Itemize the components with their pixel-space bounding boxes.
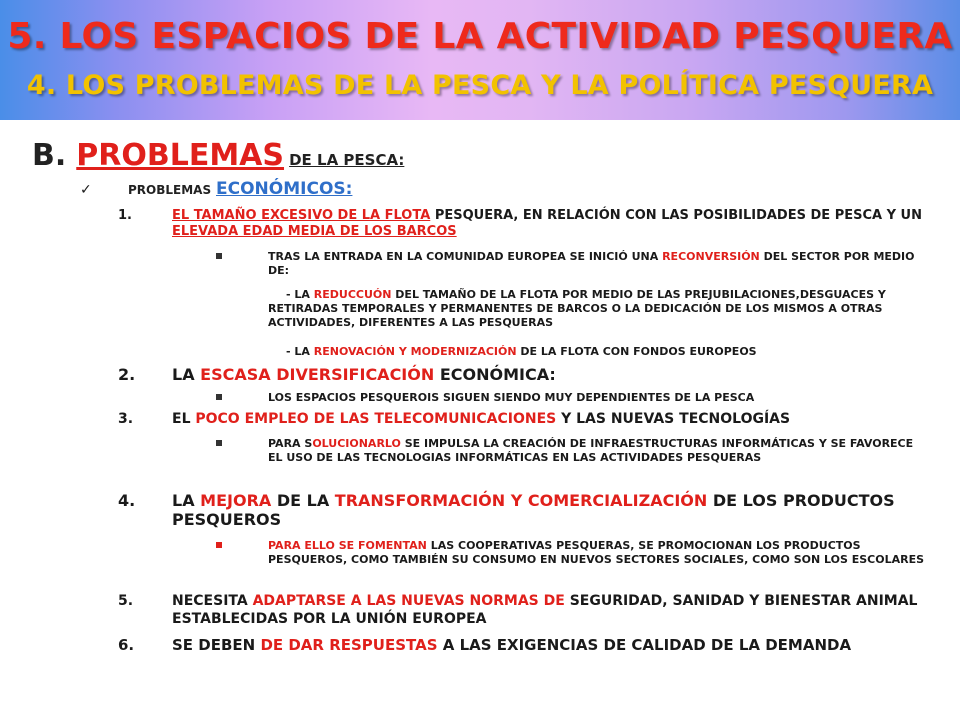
body-text: SE IMPULSA LA CREACIÓN DE INFRAESTRUCTURAS INFORMÁTICAS Y SE FAVORECE EL USO DE LAS TECNOLOGIAS INFORMÁTICAS EN LAS ACTIVIDADES PESQUERAS (268, 437, 914, 464)
body-text: LAS COOPERATIVAS PESQUERAS, SE PROMOCIONAN LOS PRODUCTOS PESQUEROS, COMO TAMBIÉN SU CONSUMO EN NUEVOS SECTORES SOCIALES, COMO SON LOS ESCOLARES (268, 539, 925, 566)
sub-item-text (268, 288, 928, 330)
slide-subtitle: 4. LOS PROBLEMAS DE LA PESCA Y LA POLÍTICA PESQUERA (26, 70, 934, 101)
highlight-text: MEJORA (200, 491, 272, 510)
item-text (172, 636, 932, 654)
body-text: PESQUERA, EN RELACIÓN CON LAS POSIBILIDADES DE PESCA Y UN (434, 208, 922, 223)
checkmark-icon: ✓ (80, 182, 92, 198)
body-text: - LA (286, 288, 310, 301)
section-keyword: PROBLEMAS (76, 138, 285, 173)
body-text: ECONÓMICA: (439, 365, 556, 384)
item-number: 2. (118, 365, 136, 384)
body-text: EL (172, 411, 191, 427)
body-text: SEGURIDAD, SANIDAD Y BIENESTAR ANIMAL ESTABLECIDAS POR LA UNIÓN EUROPEA (172, 593, 918, 627)
bullet-icon (216, 394, 222, 400)
highlight-text: OLUCIONARLO (312, 437, 401, 450)
bullet-text (268, 539, 928, 567)
highlight-text: TRANSFORMACIÓN Y COMERCIALIZACIÓN (334, 491, 708, 510)
highlight-text: REDUCCUÓN (313, 288, 392, 301)
item-text (172, 411, 932, 428)
item-text (172, 592, 932, 628)
body-text: DEL SECTOR POR MEDIO DE: (268, 250, 915, 277)
body-text: Y LAS NUEVAS TECNOLOGÍAS (561, 411, 791, 427)
body-text: DE LOS PRODUCTOS PESQUEROS (172, 491, 895, 529)
body-text: DE LA (276, 491, 330, 510)
body-text: LA (172, 365, 195, 384)
highlight-text: RECONVERSIÓN (662, 250, 760, 263)
bullet-icon (216, 253, 222, 259)
body-text: - LA (286, 345, 310, 358)
slide-body (0, 120, 960, 720)
highlight-text: DE DAR RESPUESTAS (260, 636, 438, 654)
highlight-text: POCO EMPLEO DE LAS TELECOMUNICACIONES (195, 411, 557, 427)
item-number: 4. (118, 491, 136, 510)
item-text (172, 208, 932, 240)
bullet-text: LOS ESPACIOS PESQUEROIS SIGUEN SIENDO MUY DEPENDIENTES DE LA PESCA (268, 391, 755, 404)
body-text: DEL TAMAÑO DE LA FLOTA POR MEDIO DE LAS PREJUBILACIONES,DESGUACES Y RETIRADAS TEMPORALES Y PERMANENTES DE BARCOS O LA DEDICACIÓN DE LOS MISMOS A OTRAS ACTIVIDADES, DIFERENTES A LAS PESQUERAS (268, 288, 886, 329)
bullet-icon (216, 440, 222, 446)
item-number: 1. (118, 208, 132, 223)
body-text: NECESITA (172, 593, 248, 609)
slide-title: 5. LOS ESPACIOS DE LA ACTIVIDAD PESQUERA (7, 16, 953, 57)
item-number: 3. (118, 411, 134, 427)
subsection-keyword: ECONÓMICOS: (216, 179, 353, 199)
body-text: PARA S (268, 437, 313, 450)
highlight-text: RENOVACIÓN Y MODERNIZACIÓN (313, 345, 517, 358)
item-number: 6. (118, 636, 135, 654)
section-heading (32, 138, 404, 173)
section-letter: B. (32, 138, 67, 173)
item-text (172, 366, 932, 384)
body-text: DE LA FLOTA CON FONDOS EUROPEOS (520, 345, 757, 358)
highlight-text: ADAPTARSE A LAS NUEVAS NORMAS DE (252, 593, 565, 609)
title-banner (0, 0, 960, 120)
highlight-text: ELEVADA EDAD MEDIA DE LOS BARCOS (172, 224, 457, 239)
body-text: LA (172, 491, 195, 510)
sub-item-text (268, 345, 928, 359)
section-rest: DE LA PESCA: (289, 151, 405, 169)
item-text (172, 491, 932, 529)
body-text: A LAS EXIGENCIAS DE CALIDAD DE LA DEMANDA (442, 636, 852, 654)
highlight-text: PARA ELLO SE FOMENTAN (268, 539, 427, 552)
bullet-text (268, 437, 928, 465)
bullet-text (268, 250, 928, 278)
highlight-text: ESCASA DIVERSIFICACIÓN (200, 365, 435, 384)
body-text: TRAS LA ENTRADA EN LA COMUNIDAD EUROPEA SE INICIÓ UNA (268, 250, 659, 263)
bullet-icon (216, 542, 222, 548)
item-number: 5. (118, 593, 134, 609)
highlight-text: EL TAMAÑO EXCESIVO DE LA FLOTA (172, 208, 431, 223)
body-text: SE DEBEN (172, 636, 256, 654)
subsection-label: PROBLEMAS (128, 183, 212, 197)
